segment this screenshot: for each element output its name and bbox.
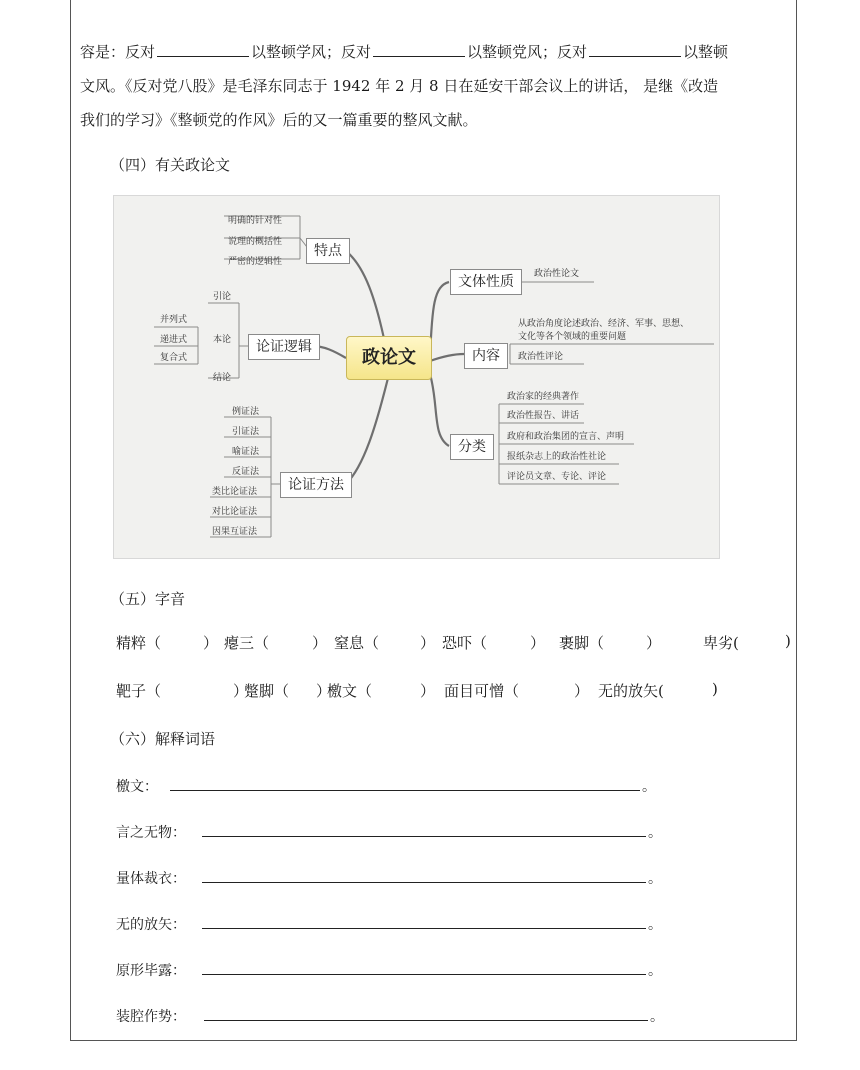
pinyin-close: ） — [530, 634, 546, 652]
fill-blank-2[interactable] — [373, 42, 465, 57]
pinyin-item: 檄文（ — [327, 682, 373, 700]
section-4-title: （四）有关政论文 — [110, 156, 231, 174]
term-label: 量体裁衣： — [116, 871, 186, 887]
pinyin-close: ） — [574, 682, 590, 700]
leaf-fangfa-4: 反证法 — [232, 467, 260, 477]
answer-line[interactable] — [170, 790, 640, 791]
pinyin-close: ） — [312, 634, 328, 652]
pinyin-item: 恐吓（ — [442, 634, 488, 652]
answer-line[interactable] — [202, 928, 646, 929]
leaf-luoji-sub-2: 递进式 — [160, 335, 188, 345]
leaf-fangfa-5: 类比论证法 — [212, 487, 258, 497]
leaf-fenlei-3: 政府和政治集团的宣言、声明 — [507, 432, 625, 442]
leaf-tedian-3: 严密的逻辑性 — [228, 257, 283, 267]
answer-line[interactable] — [202, 836, 646, 837]
leaf-luoji-3: 结论 — [213, 373, 232, 383]
period: 。 — [648, 871, 662, 887]
leaf-fenlei-1: 政治家的经典著作 — [507, 392, 580, 402]
pinyin-item: 卑劣( — [703, 634, 739, 652]
fill-blank-1[interactable] — [157, 42, 249, 57]
leaf-fenlei-4: 报纸杂志上的政治性社论 — [507, 452, 607, 462]
term-label: 檄文： — [116, 779, 158, 795]
leaf-tedian-2: 说理的概括性 — [228, 237, 283, 247]
leaf-tedian-1: 明确的针对性 — [228, 216, 283, 226]
intro-text: 以整顿学风；反对 — [251, 43, 372, 61]
pinyin-close: ） — [203, 634, 219, 652]
intro-line-2: 文风。《反对党八股》是毛泽东同志于 1942 年 2 月 8 日在延安干部会议上的讲话， 是继《改造 — [80, 77, 719, 95]
leaf-neirong-3: 政治性评论 — [518, 352, 564, 362]
leaf-neirong-1: 从政治角度论述政治、经济、军事、思想、 — [518, 319, 690, 329]
pinyin-item: 蹩脚（ — [244, 682, 290, 700]
intro-line-3: 我们的学习》《整顿党的作风》后的又一篇重要的整风文献。 — [80, 111, 478, 129]
pinyin-item: 瘪三（ — [224, 634, 270, 652]
leaf-luoji-sub-3: 复合式 — [160, 353, 188, 363]
answer-line[interactable] — [204, 1020, 648, 1021]
mindmap-center-node: 政论文 — [346, 336, 432, 380]
pinyin-close: ） — [420, 634, 436, 652]
pinyin-item: 精粹（ — [116, 634, 162, 652]
node-xingzhi: 文体性质 — [450, 269, 522, 295]
period: 。 — [648, 917, 662, 933]
leaf-xingzhi-1: 政治性论文 — [534, 269, 580, 279]
intro-text: 以整顿党风；反对 — [467, 43, 588, 61]
leaf-fenlei-2: 政治性报告、讲话 — [507, 411, 580, 421]
section-5-title: （五）字音 — [110, 590, 186, 608]
pinyin-close: ) — [712, 680, 718, 698]
pinyin-close: ） — [646, 634, 662, 652]
pinyin-close: ） — [420, 682, 436, 700]
node-luoji: 论证逻辑 — [248, 334, 320, 360]
answer-line[interactable] — [202, 974, 646, 975]
node-fangfa: 论证方法 — [280, 472, 352, 498]
leaf-fangfa-2: 引证法 — [232, 427, 260, 437]
pinyin-close: ） — [316, 682, 332, 700]
term-label: 装腔作势： — [116, 1009, 186, 1025]
pinyin-item: 面目可憎（ — [444, 682, 520, 700]
pinyin-item: 无的放矢( — [598, 682, 664, 700]
period: 。 — [650, 1009, 664, 1025]
pinyin-close: ） — [233, 682, 249, 700]
leaf-fenlei-5: 评论员文章、专论、评论 — [507, 472, 607, 482]
mindmap-image — [113, 195, 720, 559]
node-neirong: 内容 — [464, 343, 508, 369]
leaf-luoji-1: 引论 — [213, 292, 232, 302]
pinyin-close: ) — [785, 632, 791, 650]
answer-line[interactable] — [202, 882, 646, 883]
period: 。 — [642, 779, 656, 795]
leaf-luoji-sub-1: 并列式 — [160, 315, 188, 325]
leaf-neirong-2: 文化等各个领域的重要问题 — [518, 332, 627, 342]
node-tedian: 特点 — [306, 238, 350, 264]
fill-blank-3[interactable] — [589, 42, 681, 57]
section-6-title: （六）解释词语 — [110, 730, 216, 748]
pinyin-item: 窒息（ — [334, 634, 380, 652]
leaf-fangfa-3: 喻证法 — [232, 447, 260, 457]
period: 。 — [648, 963, 662, 979]
term-label: 原形毕露： — [116, 963, 186, 979]
pinyin-item: 裹脚（ — [559, 634, 605, 652]
period: 。 — [648, 825, 662, 841]
leaf-fangfa-7: 因果互证法 — [212, 527, 258, 537]
term-label: 无的放矢： — [116, 917, 186, 933]
pinyin-item: 靶子（ — [116, 682, 162, 700]
node-fenlei: 分类 — [450, 434, 494, 460]
intro-line-1 — [80, 42, 728, 62]
leaf-luoji-2: 本论 — [213, 335, 232, 345]
term-label: 言之无物： — [116, 825, 186, 841]
leaf-fangfa-6: 对比论证法 — [212, 507, 258, 517]
intro-text: 以整顿 — [683, 43, 729, 61]
intro-text: 容是：反对 — [80, 43, 156, 61]
leaf-fangfa-1: 例证法 — [232, 407, 260, 417]
